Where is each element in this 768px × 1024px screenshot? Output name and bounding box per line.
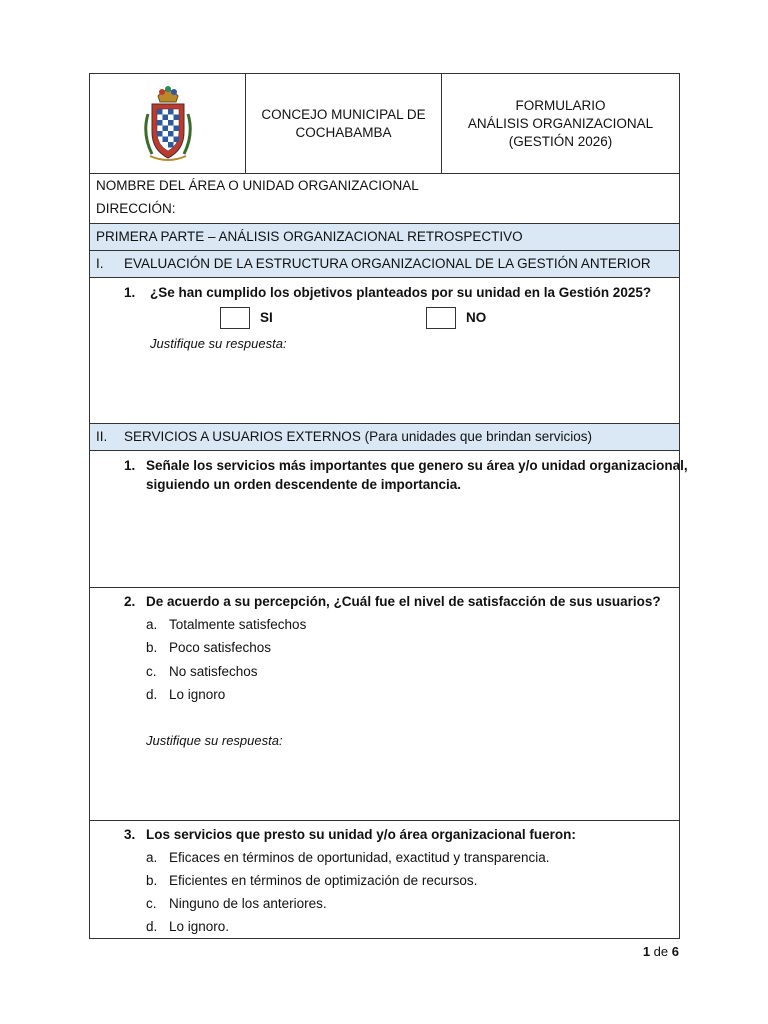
option-letter: a. bbox=[146, 850, 158, 865]
option-text[interactable]: Eficaces en términos de oportunidad, exactitud y transparencia. bbox=[169, 850, 550, 865]
section-one-header bbox=[90, 251, 679, 278]
section-two-header bbox=[90, 424, 679, 451]
form-title-line3: (GESTIÓN 2026) bbox=[508, 134, 613, 149]
current-page: 1 bbox=[642, 944, 651, 959]
org-name-line2: COCHABAMBA bbox=[295, 125, 392, 140]
justify-label: Justifique su respuesta: bbox=[150, 336, 287, 351]
direccion-label: DIRECCIÓN: bbox=[96, 201, 176, 216]
option-letter: c. bbox=[146, 896, 157, 911]
option-letter: b. bbox=[146, 873, 158, 888]
coat-of-arms-icon bbox=[136, 84, 200, 164]
question-number: 1. bbox=[124, 285, 136, 300]
question-number: 3. bbox=[124, 827, 136, 842]
option-text[interactable]: Totalmente satisfechos bbox=[169, 617, 307, 632]
option-text[interactable]: Eficientes en términos de optimización de recursos. bbox=[169, 873, 478, 888]
option-text[interactable]: Poco satisfechos bbox=[169, 640, 272, 655]
section-two-question-3 bbox=[90, 821, 679, 938]
no-label: NO bbox=[466, 310, 487, 325]
option-letter: b. bbox=[146, 640, 158, 655]
option-text[interactable]: Lo ignoro bbox=[169, 687, 226, 702]
option-letter: c. bbox=[146, 664, 157, 679]
part-one-header bbox=[90, 224, 679, 251]
option-text[interactable]: No satisfechos bbox=[169, 664, 258, 679]
question-text-line2: siguiendo un orden descendente de importancia. bbox=[146, 477, 462, 492]
option-letter: d. bbox=[146, 919, 158, 934]
option-text[interactable]: Ninguno de los anteriores. bbox=[169, 896, 327, 911]
option-text[interactable]: Lo ignoro. bbox=[169, 919, 230, 934]
question-number: 2. bbox=[124, 594, 136, 609]
si-checkbox[interactable] bbox=[220, 307, 250, 329]
area-name-label: NOMBRE DEL ÁREA O UNIDAD ORGANIZACIONAL bbox=[96, 178, 419, 193]
question-text-line1: Señale los servicios más importantes que genero su área y/o unidad organizacional, bbox=[146, 458, 688, 473]
form-title-line1: FORMULARIO bbox=[515, 98, 606, 113]
si-label: SI bbox=[260, 310, 273, 325]
option-letter: d. bbox=[146, 687, 158, 702]
section-two-question-1 bbox=[90, 451, 688, 588]
justify-label: Justifique su respuesta: bbox=[146, 733, 283, 748]
org-name-cell bbox=[246, 74, 442, 174]
question-number: 1. bbox=[124, 458, 136, 473]
logo-cell bbox=[90, 74, 246, 174]
no-checkbox[interactable] bbox=[426, 307, 456, 329]
org-name-line1: CONCEJO MUNICIPAL DE bbox=[261, 107, 426, 122]
form-title-cell bbox=[442, 74, 679, 174]
section-one-number: I. bbox=[96, 256, 104, 271]
option-letter: a. bbox=[146, 617, 158, 632]
page-of-label: de bbox=[653, 944, 669, 959]
form-title-line2: ANÁLISIS ORGANIZACIONAL bbox=[467, 116, 654, 131]
section-two-title: SERVICIOS A USUARIOS EXTERNOS (Para unidades que brindan servicios) bbox=[124, 429, 592, 444]
question-text: De acuerdo a su percepción, ¿Cuál fue el nivel de satisfacción de sus usuarios? bbox=[146, 594, 661, 609]
area-info-row bbox=[90, 174, 679, 224]
part-one-title: PRIMERA PARTE – ANÁLISIS ORGANIZACIONAL RETROSPECTIVO bbox=[96, 229, 523, 244]
page-counter bbox=[643, 944, 679, 959]
analysis-form bbox=[89, 73, 688, 939]
section-one-title: EVALUACIÓN DE LA ESTRUCTURA ORGANIZACIONAL DE LA GESTIÓN ANTERIOR bbox=[124, 256, 651, 271]
section-one-question-1 bbox=[90, 278, 679, 424]
section-two-number: II. bbox=[96, 429, 108, 444]
question-text: ¿Se han cumplido los objetivos planteados por su unidad en la Gestión 2025? bbox=[150, 285, 652, 300]
total-pages: 6 bbox=[671, 944, 679, 959]
question-text: Los servicios que presto su unidad y/o área organizacional fueron: bbox=[146, 827, 576, 842]
form-header bbox=[90, 74, 679, 174]
section-two-question-2 bbox=[90, 588, 679, 821]
